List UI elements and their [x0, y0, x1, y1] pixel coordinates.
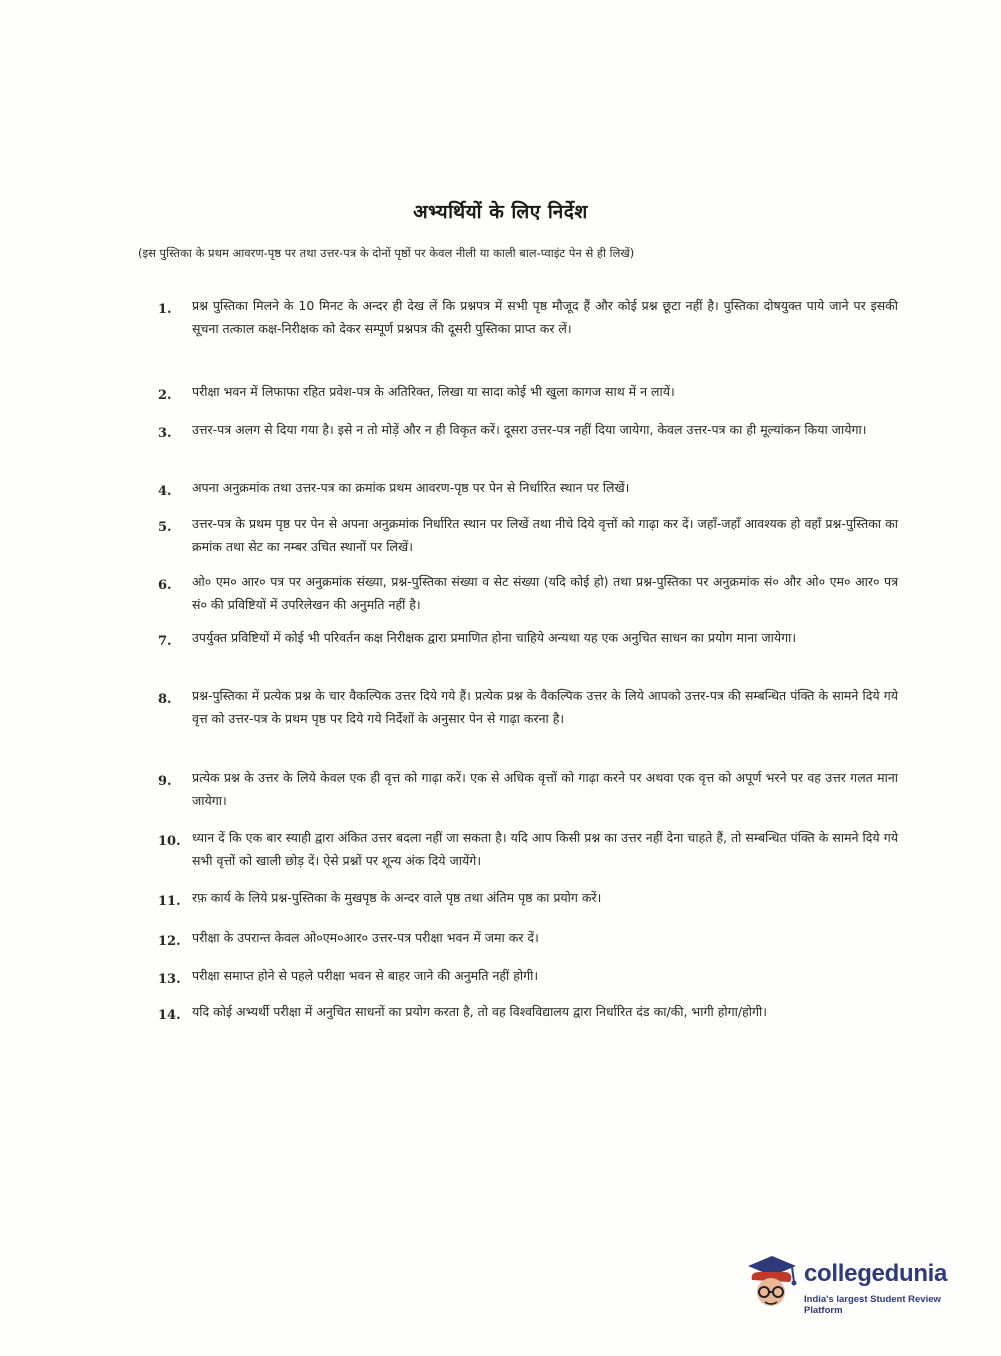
instruction-text: उत्तर-पत्र अलग से दिया गया है। इसे न तो मोड़ें और न ही विकृत करें। दूसरा उत्तर-पत्र नहीं दिया जायेगा, केवल उत्तर-पत्र का ही मूल्यांकन किया जायेगा। [192, 422, 867, 437]
instruction-number: 6. [158, 578, 172, 593]
instruction-number: 10. [158, 834, 181, 849]
instruction-number: 8. [158, 692, 172, 707]
collegedunia-logo [742, 1250, 972, 1318]
instruction-number: 2. [158, 388, 172, 403]
instruction-number: 14. [158, 1008, 181, 1023]
instruction-number: 12. [158, 934, 181, 949]
instruction-text: परीक्षा समाप्त होने से पहले परीक्षा भवन से बाहर जाने की अनुमति नहीं होगी। [192, 968, 539, 983]
instruction-text: ओ० एम० आर० पत्र पर अनुक्रमांक संख्या, प्रश्न-पुस्तिका संख्या व सेट संख्या (यदि कोई हो) तथा प्रश्न-पुस्तिका पर अनुक्रमांक सं० और ओ० एम० आर० पत्र सं० की प्रविष्टियों में उपरिलेखन की अनुमति नहीं है। [192, 574, 898, 612]
instruction-text: प्रत्येक प्रश्न के उत्तर के लिये केवल एक ही वृत्त को गाढ़ा करें। एक से अधिक वृत्तों को गाढ़ा करने पर अथवा एक वृत्त को अपूर्ण भरने पर वह उत्तर गलत माना जायेगा। [192, 770, 898, 808]
instruction-number: 5. [158, 520, 172, 535]
instruction-number: 9. [158, 774, 172, 789]
instruction-text: यदि कोई अभ्यर्थी परीक्षा में अनुचित साधनों का प्रयोग करता है, तो वह विश्वविद्यालय द्वारा निर्धारित दंड का/की, भागी होगा/होगी। [192, 1004, 767, 1019]
instruction-text: परीक्षा के उपरान्त केवल ओ०एम०आर० उत्तर-पत्र परीक्षा भवन में जमा कर दें। [192, 930, 539, 945]
page-title: अभ्यर्थियों के लिए निर्देश [413, 201, 588, 223]
instruction-number: 11. [158, 894, 181, 909]
instruction-number: 13. [158, 972, 181, 987]
instruction-text: परीक्षा भवन में लिफाफा रहित प्रवेश-पत्र के अतिरिक्त, लिखा या सादा कोई भी खुला कागज साथ में न लायें। [192, 384, 675, 399]
instruction-text: उपर्युक्त प्रविष्टियों में कोई भी परिवर्तन कक्ष निरीक्षक द्वारा प्रमाणित होना चाहिये अन्यथा यह एक अनुचित साधन का प्रयोग माना जायेगा। [192, 630, 797, 645]
instruction-number: 3. [158, 426, 172, 441]
instruction-number: 4. [158, 484, 172, 499]
logo-tagline: India's largest Student Review Platform [804, 1294, 941, 1316]
instruction-text: उत्तर-पत्र के प्रथम पृष्ठ पर पेन से अपना अनुक्रमांक निर्धारित स्थान पर लिखें तथा नीचे दिये वृत्तों को गाढ़ा कर दें। जहाँ-जहाँ आवश्यक हो वहाँ प्रश्न-पुस्तिका का क्रमांक तथा सेट का नम्बर उचित स्थानों पर लिखें। [192, 516, 898, 554]
instruction-text: प्रश्न-पुस्तिका में प्रत्येक प्रश्न के चार वैकल्पिक उत्तर दिये गये हैं। प्रत्येक प्रश्न के वैकल्पिक उत्तर के लिये आपको उत्तर-पत्र की सम्बन्धित पंक्ति के सामने दिये गये वृत्त को उत्तर-पत्र के प्रथम पृष्ठ पर दिये गये निर्देशों के अनुसार पेन से गाढ़ा करना है। [192, 688, 898, 726]
logo-name: collegedunia [804, 1260, 948, 1287]
instruction-text: प्रश्न पुस्तिका मिलने के 10 मिनट के अन्दर ही देख लें कि प्रश्नपत्र में सभी पृष्ठ मौजूद हैं और कोई प्रश्न छूटा नहीं है। पुस्तिका दोषयुक्त पाये जाने पर इसकी सूचना तत्काल कक्ष-निरीक्षक को देकर सम्पूर्ण प्रश्नपत्र की दूसरी पुस्तिका प्राप्त कर लें। [192, 298, 898, 336]
instruction-text: अपना अनुक्रमांक तथा उत्तर-पत्र का क्रमांक प्रथम आवरण-पृष्ठ पर पेन से निर्धारित स्थान पर लिखें। [192, 480, 630, 495]
student-mascot-icon [742, 1250, 802, 1318]
ink-note: (इस पुस्तिका के प्रथम आवरण-पृष्ठ पर तथा उत्तर-पत्र के दोनों पृष्ठों पर केवल नीली या काली बाल-प्वाइंट पेन से ही लिखें) [138, 246, 635, 260]
instruction-text: रफ़ कार्य के लिये प्रश्न-पुस्तिका के मुखपृष्ठ के अन्दर वाले पृष्ठ तथा अंतिम पृष्ठ का प्रयोग करें। [192, 890, 602, 905]
instruction-number: 7. [158, 634, 172, 649]
instruction-text: ध्यान दें कि एक बार स्याही द्वारा अंकित उत्तर बदला नहीं जा सकता है। यदि आप किसी प्रश्न का उत्तर नहीं देना चाहते हैं, तो सम्बन्धित पंक्ति के सामने दिये गये सभी वृत्तों को खाली छोड़ दें। ऐसे प्रश्नों पर शून्य अंक दिये जायेंगे। [192, 830, 898, 868]
instruction-number: 1. [158, 302, 172, 317]
